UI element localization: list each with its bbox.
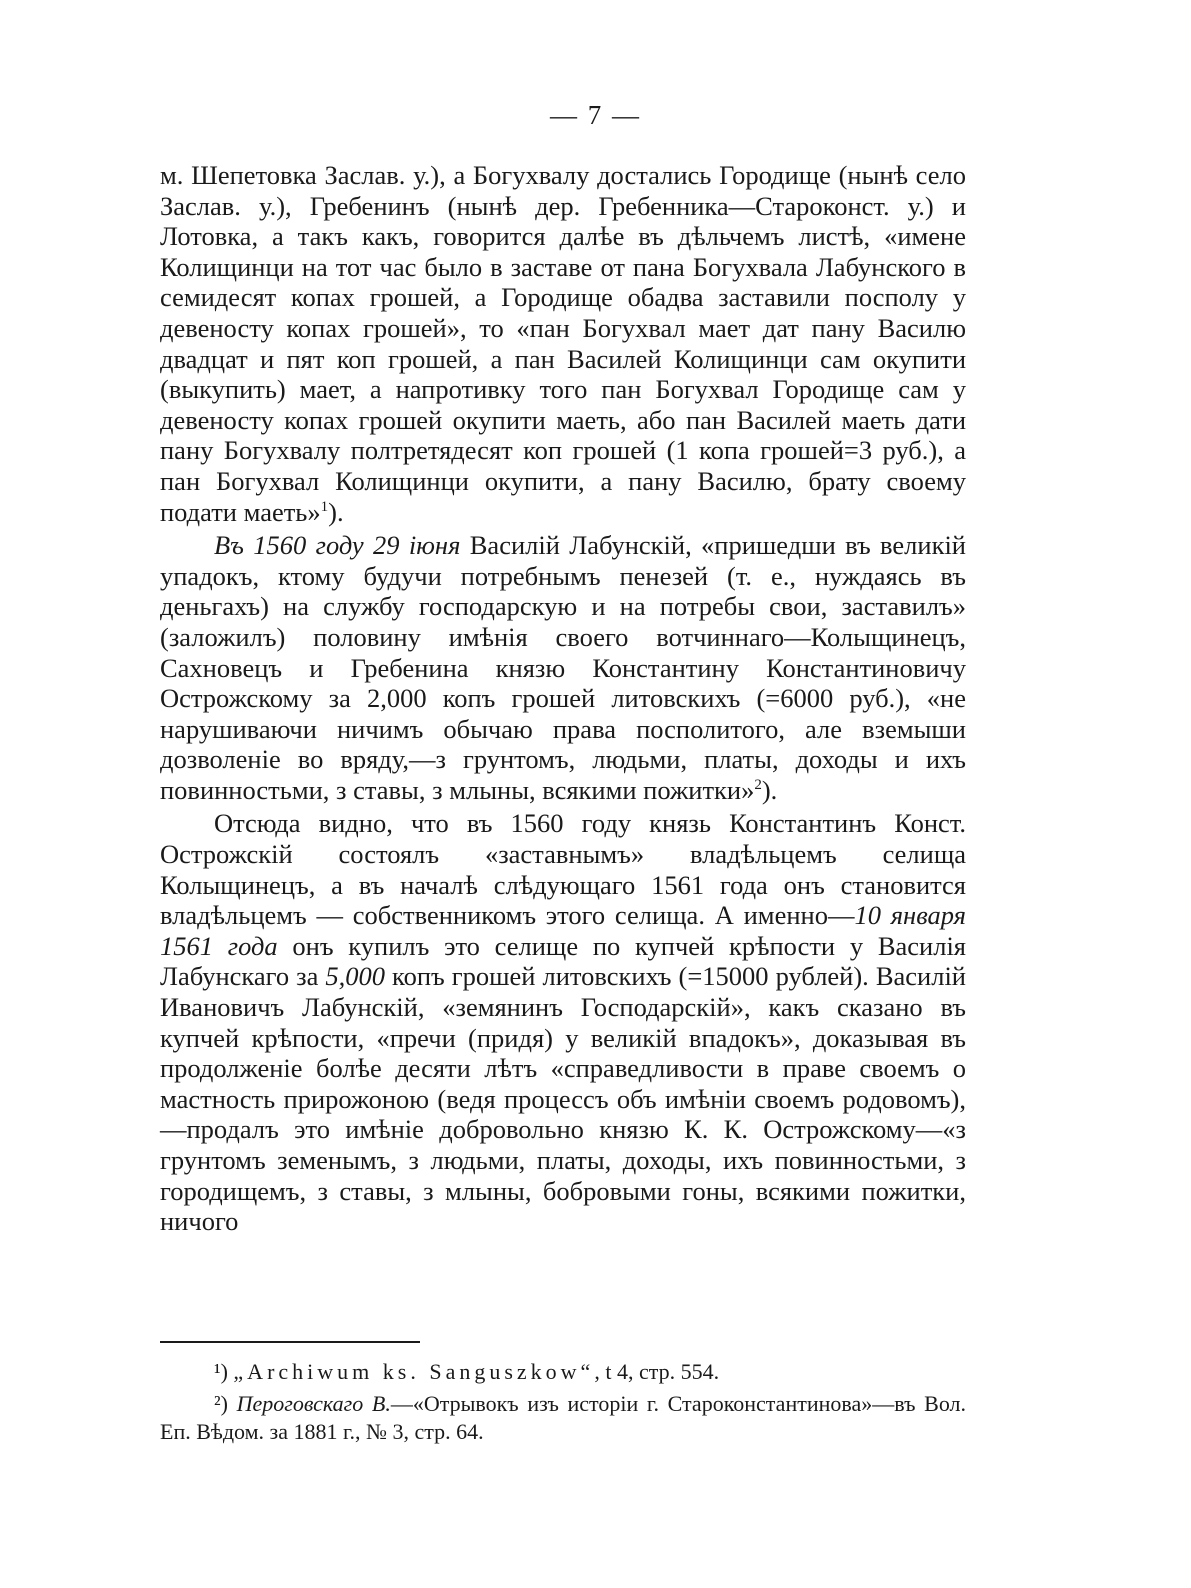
paragraph-2	[160, 530, 966, 805]
footnote-1-marker: ¹)	[214, 1359, 228, 1384]
paragraph-1	[160, 160, 966, 527]
footnote-1	[160, 1358, 966, 1386]
paragraph-3-date: 10 января 1561 года	[160, 900, 966, 961]
body-text	[160, 160, 966, 1240]
paragraph-3	[160, 808, 966, 1236]
footnote-divider	[160, 1341, 420, 1343]
footnote-2-author: Пероговскаго В.	[236, 1391, 391, 1416]
footnote-2	[160, 1390, 966, 1446]
paragraph-1-end: ).	[328, 496, 344, 527]
paragraph-3-sum: 5,000	[325, 961, 386, 992]
footnote-2-marker: ²)	[214, 1391, 228, 1416]
paragraph-3-text-b: онъ купилъ это селище по купчей крѣпости у Василія Лабунскаго за	[160, 930, 966, 992]
page-number: — 7 —	[550, 100, 641, 130]
paragraph-2-text: Василій Лабунскій, «пришедши въ великій упадокъ, ктому будучи потребнымъ пенезей (т. е., нуждаясь въ деньгахъ) на службу господарскую и на потребы свои, заставилъ» (заложилъ) половину имѣнія своего вотчиннаго—Колыщинецъ, Сахновецъ и Гребенина князю Константину Константиновичу Острожскому за 2,000 копъ грошей литовскихъ (=6000 руб.), «не нарушиваючи ничимъ обычаю права посполитого, але вземыши дозволеніе во вряду,—з грунтомъ, людьми, платы, доходы и ихъ повинностьми, з ставы, з млыны, всякими пожитки»	[160, 530, 966, 805]
paragraph-2-end: ).	[761, 774, 778, 805]
paragraph-3-text-a: Отсюда видно, что въ 1560 году князь Константинъ Конст. Острожскій состоялъ «заставнымъ» владѣльцемъ селища Колыщинецъ, а въ началѣ слѣдующаго 1561 года онъ становится владѣльцемъ — собственникомъ этого селища. А именно—	[160, 808, 966, 931]
footnote-1-rest: , t 4, стр. 554.	[594, 1359, 720, 1384]
footnote-1-title: „Archiwum ks. Sanguszkow“	[233, 1359, 595, 1384]
footnote-ref-1: 1	[320, 498, 329, 515]
footnote-ref-2: 2	[754, 777, 762, 794]
paragraph-3-text-c: копъ грошей литовскихъ (=15000 рублей). Василій Ивановичъ Лабунскій, «земянинъ Господарскій», какъ сказано въ купчей крѣпости, «пречи (придя) у великій впадокъ», доказывая въ продолженіе болѣе десяти лѣтъ «справедливости в праве своемъ о мастность прирожоною (ведя процессъ объ имѣніи своемъ родовомъ),—продалъ это имѣніе добровольно князю К. К. Острожскому—«з грунтомъ земенымъ, з людьми, платы, доходы, ихъ повинностьми, з городищемъ, з ставы, з млыны, бобровыми гоны, всякими пожитки, ничого	[160, 961, 966, 1237]
paragraph-1-text: м. Шепетовка Заслав. у.), а Богухвалу достались Городище (нынѣ село Заслав. у.), Гребенинъ (нынѣ дер. Гребенника—Староконст. у.) и Лотовка, а такъ какъ, говорится далѣе въ дѣльчемъ листѣ, «имене Колищинци на тот час было в заставе от пана Богухвала Лабунского в семидесят копах грошей, а Городище обадва заставили посполу у девеносту копах грошей», то «пан Богухвал мает дат пану Василю двадцат и пят коп грошей, а пан Василей Колищинци сам окупити (выкупить) мает, а напротивку того пан Богухвал Городище сам у девеносту копах грошей окупити маеть, або пан Василей маеть дати пану Богухвалу полтретядесят коп грошей (1 копа грошей=3 руб.), а пан Богухвал Колищинци окупити, а пану Василю, брату своему подати маеть»	[160, 160, 966, 527]
footnotes	[160, 1358, 966, 1450]
footnote-2-rest: —«Отрывокъ изъ исторіи г. Староконстантинова»—въ Вол. Еп. Вѣдом. за 1881 г., № 3, стр. 64.	[160, 1391, 967, 1444]
paragraph-2-date: Въ 1560 году 29 іюня	[214, 530, 461, 561]
